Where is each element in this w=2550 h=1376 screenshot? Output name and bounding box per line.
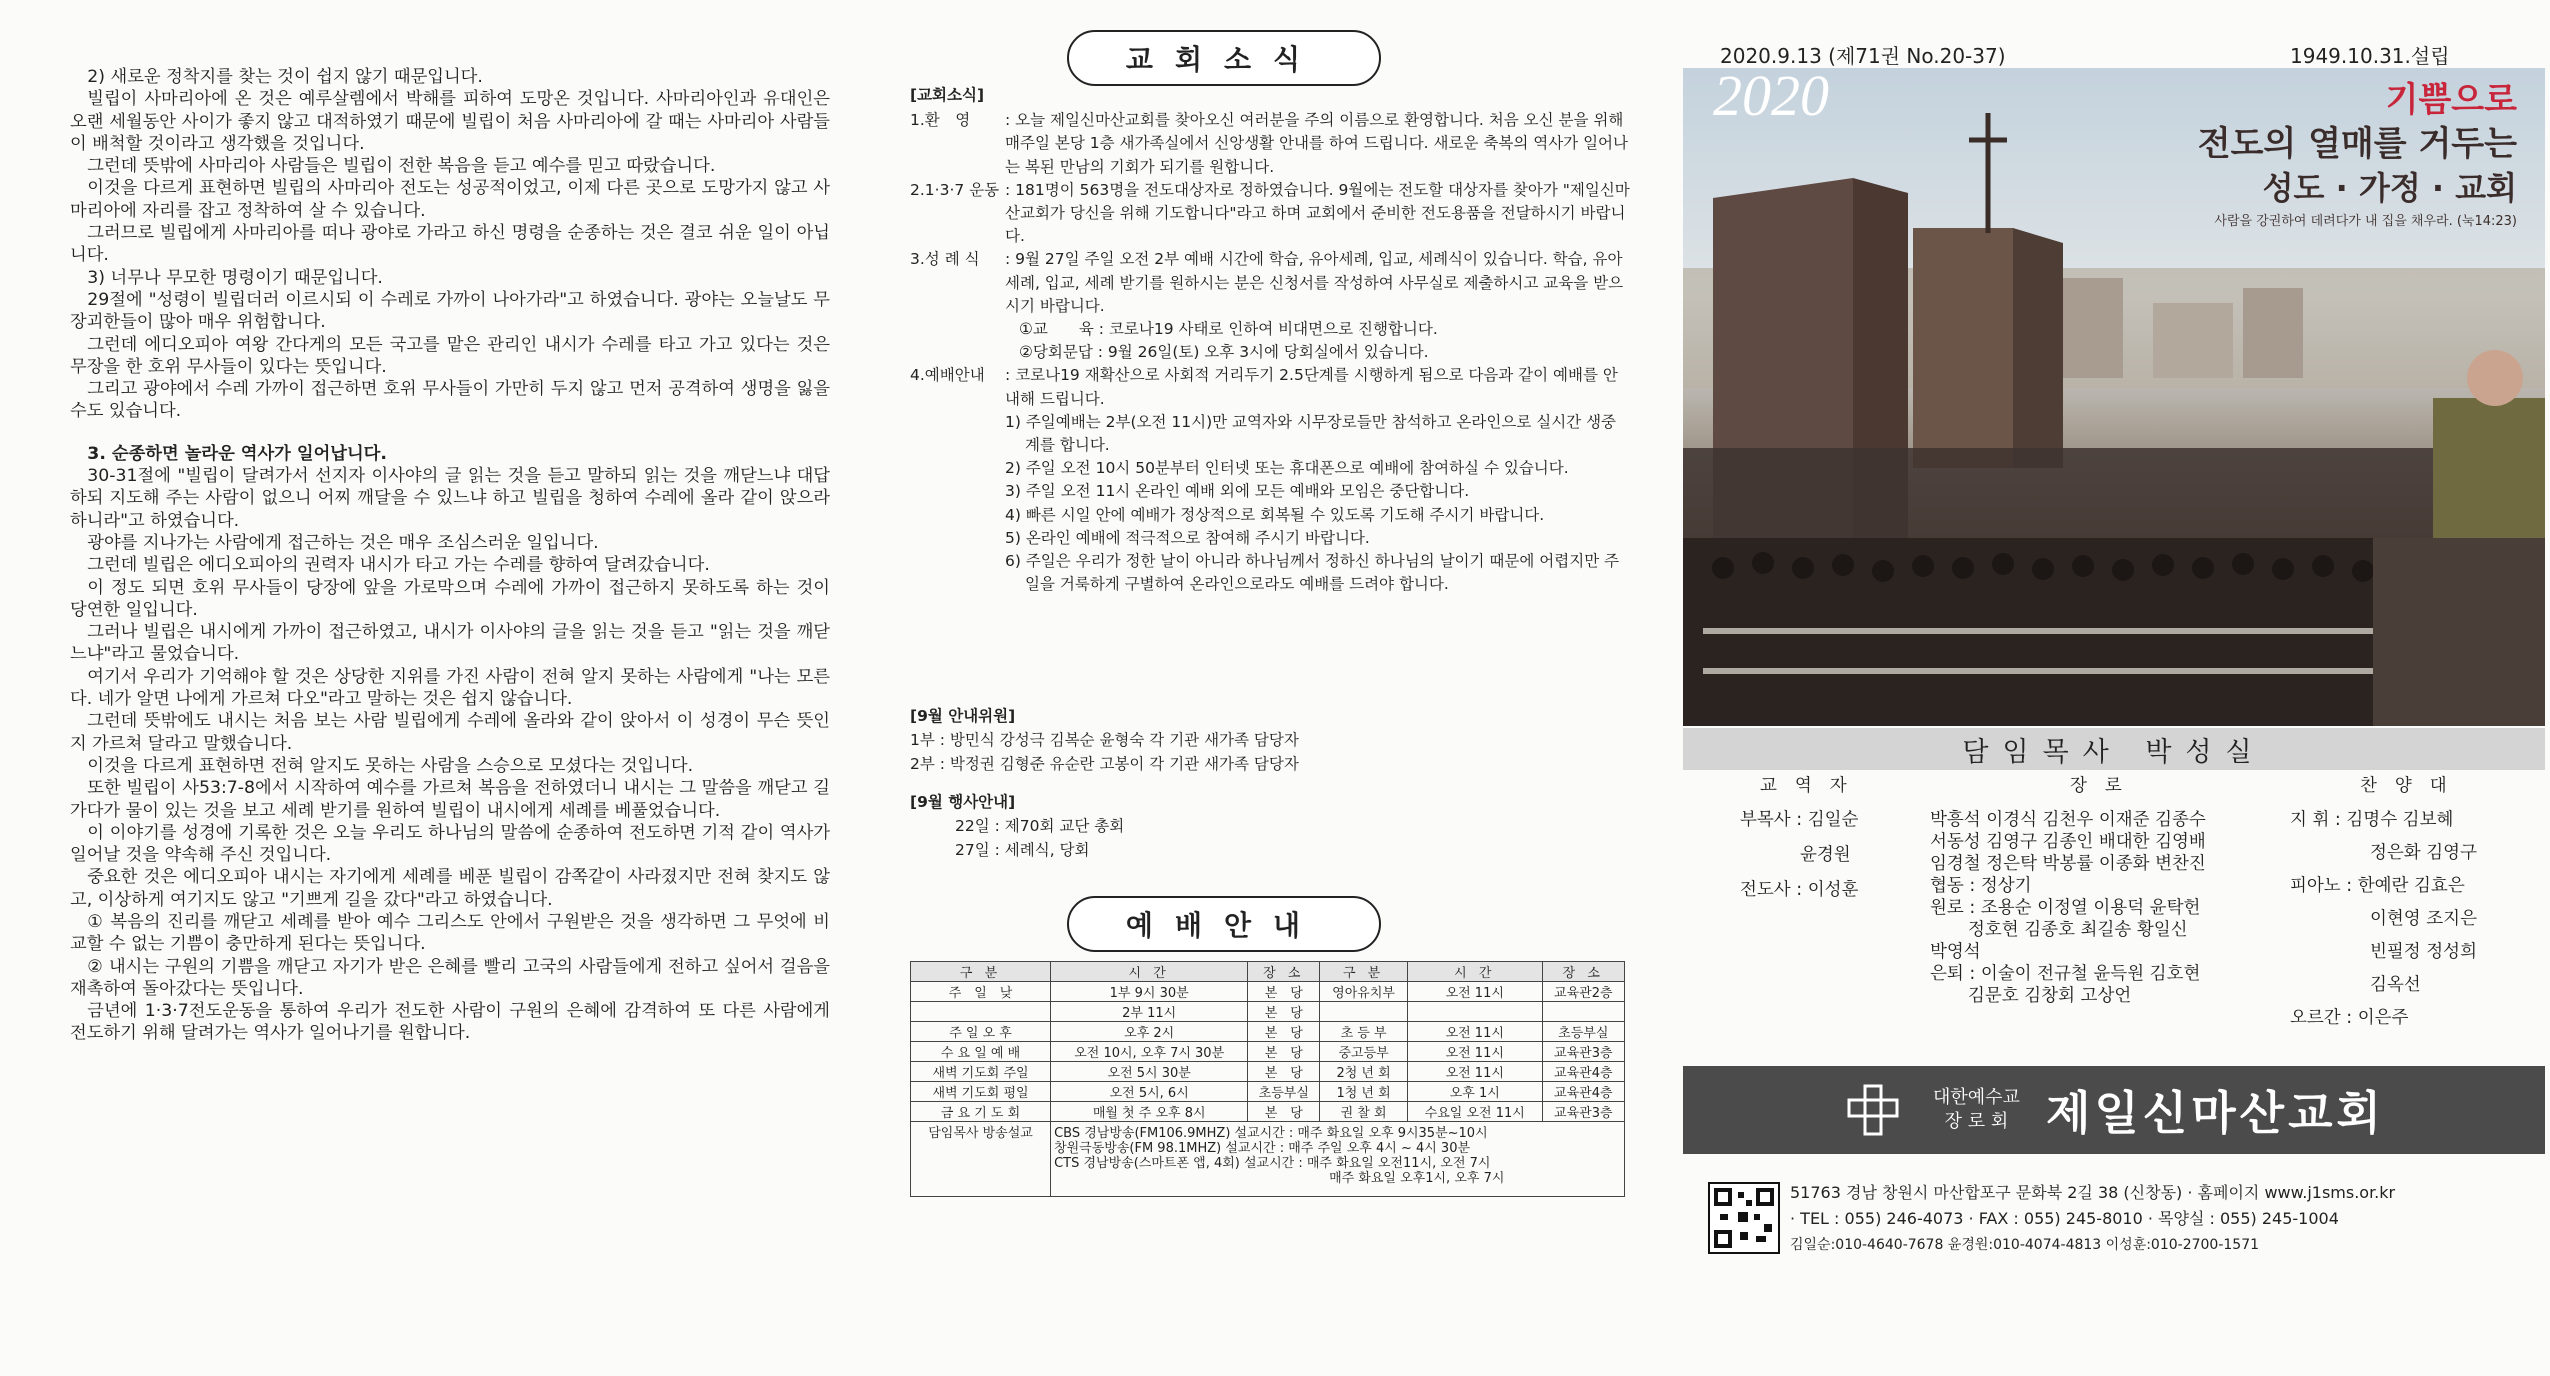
ministers-header: 교역자 [1760, 776, 1865, 796]
schedule-cell [1542, 1002, 1624, 1022]
staff-entry: 박흥석 이경식 김천우 이재준 김종수 [1930, 810, 2206, 830]
year-mark: 2020 [1713, 68, 1829, 128]
schedule-cell: 오후 2시 [1051, 1022, 1248, 1042]
schedule-cell: 새벽 기도회 주일 [911, 1062, 1051, 1082]
schedule-cell: 초등부실 [1248, 1082, 1320, 1102]
events-section [910, 790, 1124, 862]
schedule-cell: 주 일 낮 [911, 982, 1051, 1002]
staff-entry: 피아노 : 한예란 김효은 [2290, 876, 2465, 896]
staff-entry: 전도사 : 이성훈 [1740, 880, 1859, 900]
schedule-column-header: 시 간 [1051, 962, 1248, 982]
event-line: 27일 : 세례식, 당회 [955, 841, 1090, 859]
schedule-cell: 교육관3층 [1542, 1102, 1624, 1122]
schedule-cell: 금 요 기 도 회 [911, 1102, 1051, 1122]
schedule-cell: 본 당 [1248, 1102, 1320, 1122]
schedule-cell: 오전 11시 [1407, 1022, 1542, 1042]
schedule-cell: 오후 1시 [1407, 1082, 1542, 1102]
staff-entry: 지 휘 : 김명수 김보혜 [2290, 810, 2454, 830]
contact-info [1790, 1180, 2395, 1258]
schedule-cell: 1청 년 회 [1320, 1082, 1408, 1102]
sermon-paragraph: 이 정도 되면 호위 무사들이 당장에 앞을 가로막으며 수레에 가까이 접근하지 못하도록 하는 것이 당연한 일입니다. [70, 577, 830, 620]
schedule-header-row [911, 962, 1625, 982]
news-item-label: 4.예배안내 [910, 366, 985, 385]
news-item [910, 364, 1630, 410]
news-item-body: : 181명이 563명을 전도대상자로 정하였습니다. 9월에는 전도할 대상자를 찾아가 "제일신마산교회가 당신을 위해 기도합니다"라고 하며 교회에서 준비한 전도용품을 전달하시기 바랍니다. [1005, 180, 1630, 246]
established-date: 1949.10.31.설립 [2290, 44, 2450, 68]
schedule-column-header: 구 분 [1320, 962, 1408, 982]
worship-note: 4) 빠른 시일 안에 예배가 정상적으로 회복될 수 있도록 기도해 주시기 바랍니다. [1005, 505, 1545, 524]
worship-schedule [910, 961, 1625, 1197]
schedule-column-header: 장 소 [1542, 962, 1624, 982]
schedule-cell [911, 1002, 1051, 1022]
schedule-body [911, 982, 1625, 1197]
church-name: 제일신마산교회 [2045, 1086, 2385, 1140]
sermon-paragraph: ① 복음의 진리를 깨닫고 세례를 받아 예수 그리스도 안에서 구원받은 것을 생각하면 그 무엇에 비교할 수 없는 기쁨이 충만하게 된다는 뜻입니다. [70, 911, 830, 955]
sermon-paragraph: 그런데 뜻밖에도 내시는 처음 보는 사람 빌립에게 수레에 올라와 같이 앉아서 이 성경이 무슨 뜻인지 가르쳐 달라고 말했습니다. [70, 711, 830, 754]
schedule-cell: 수 요 일 예 배 [911, 1042, 1051, 1062]
news-item-label: 1.환 영 [910, 111, 971, 130]
sermon-paragraph: 광야를 지나가는 사람에게 접근하는 것은 매우 조심스러운 일입니다. [87, 532, 599, 553]
schedule-cell: 본 당 [1248, 1062, 1320, 1082]
mobiles: 김일순:010-4640-7678 윤경원:010-4074-4813 이성훈:010-2700-1571 [1790, 1237, 2260, 1253]
sermon-panel [0, 0, 850, 1376]
phones: · TEL : 055) 246-4073 · FAX : 055) 245-8010 · 목양실 : 055) 245-1004 [1790, 1209, 2339, 1228]
sermon-paragraph: ② 내시는 구원의 기쁨을 깨닫고 자기가 받은 은혜를 빨리 고국의 사람들에게 전하고 싶어서 걸음을 재촉하여 돌아갔다는 뜻입니다. [70, 956, 830, 999]
sermon-paragraph: 빌립이 사마리아에 온 것은 예루살렘에서 박해를 피하여 도망온 것입니다. 사마리아인과 유대인은 오랜 세월동안 사이가 좋지 않고 대적하였기 때문에 빌립이 처음 사마리아에 갈 때는 사마리아 사람들이 배척할 것이라고 생각했을 것입니다. [70, 89, 830, 154]
schedule-cell: 본 당 [1248, 1042, 1320, 1062]
committee-section [910, 704, 1299, 776]
schedule-column-header: 시 간 [1407, 962, 1542, 982]
schedule-cell: 오전 5시 30분 [1051, 1062, 1248, 1082]
sermon-paragraph: 29절에 "성령이 빌립더러 이르시되 이 수레로 가까이 나아가라"고 하였습니다. 광야는 오늘날도 무장괴한들이 많아 매우 위험합니다. [70, 289, 830, 333]
staff-entry: 임경철 정은탁 박봉률 이종화 변찬진 [1930, 854, 2206, 874]
sermon-paragraph: 또한 빌립이 사53:7-8에서 시작하여 예수를 가르쳐 복음을 전하였더니 내시는 그 말씀을 깨닫고 길 가다가 물이 있는 것을 보고 세례 받기를 원하여 빌립이 내시에게 세례를 베풀었습니다. [70, 778, 830, 821]
sermon-paragraph: 금년에 1·3·7전도운동을 통하여 우리가 전도한 사람이 구원의 은혜에 감격하여 또 다른 사람에게 전도하기 위해 달려가는 역사가 일어나기를 원합니다. [70, 1001, 830, 1044]
news-item-body: : 9월 27일 주일 오전 2부 예배 시간에 학습, 유아세례, 입교, 세례식이 있습니다. 학습, 유아세례, 입교, 세례 받기를 원하시는 분은 신청서를 작성하여 사무실로 제출하시고 교육을 받으시기 바랍니다. [1005, 250, 1624, 315]
staff-entry: 부목사 : 김일순 [1740, 810, 1859, 830]
sermon-paragraph: 중요한 것은 에디오피아 내시는 자기에게 세례를 베푼 빌립이 감쪽같이 사라졌지만 전혀 찾지도 않고, 이상하게 여기지도 않고 "기쁘게 길을 갔다"라고 하였습니다. [70, 867, 830, 910]
news-item-label: 3.성 례 식 [910, 250, 980, 269]
schedule-cell: 1부 9시 30분 [1051, 982, 1248, 1002]
church-news [910, 84, 1630, 596]
news-item-body: ①교 육 : 코로나19 사태로 인하여 비대면으로 진행합니다. [1019, 320, 1438, 339]
sermon-paragraph: 2) 새로운 정착지를 찾는 것이 쉽지 않기 때문입니다. [87, 67, 483, 87]
denomination-line-1: 대한예수교 [1932, 1087, 2020, 1108]
committee-line: 2부 : 박정권 김형준 유순란 고봉이 각 기관 새가족 담당자 [910, 755, 1299, 773]
schedule-cell: 초 등 부 [1320, 1022, 1408, 1042]
schedule-cell: 권 찰 회 [1320, 1102, 1408, 1122]
church-cross-logo-icon [1843, 1080, 1903, 1140]
news-item-body: : 오늘 제일신마산교회를 찾아오신 여러분을 주의 이름으로 환영합니다. 처음 오신 분을 위해 매주일 본당 1층 새가족실에서 신앙생활 안내를 하여 드립니다. 새로운 축복의 역사가 일어나는 복된 만남의 기회가 되기를 원합니다. [1005, 111, 1628, 176]
schedule-cell: 영아유치부 [1320, 982, 1408, 1002]
denomination [1933, 1086, 2020, 1134]
news-item [910, 248, 1630, 318]
schedule-row [911, 982, 1625, 1002]
broadcast-list [1051, 1122, 1625, 1197]
schedule-row [911, 1082, 1625, 1102]
slogan [2198, 78, 2517, 234]
schedule-row [911, 1042, 1625, 1062]
schedule-cell: 2청 년 회 [1320, 1062, 1408, 1082]
staff-entry: 원로 : 조용순 이정열 이용덕 윤탁헌 [1930, 898, 2201, 918]
news-item [910, 318, 1630, 341]
sermon-paragraph: 그러나 빌립은 내시에게 가까이 접근하였고, 내시가 이사야의 글을 읽는 것을 듣고 "읽는 것을 깨닫느냐"라고 물었습니다. [70, 622, 830, 665]
worship-note: 3) 주일 오전 11시 온라인 예배 외에 모든 예배와 모임은 중단합니다. [1005, 482, 1470, 501]
pastor-banner: 담임목사 박성실 [1683, 728, 2545, 770]
staff-entry: 김옥선 [2370, 975, 2421, 995]
staff-entry: 정호현 김종호 최길송 황일신 [1968, 920, 2188, 940]
schedule-cell: 오전 10시, 오후 7시 30분 [1051, 1042, 1248, 1062]
schedule-cell: 교육관3층 [1542, 1042, 1624, 1062]
worship-note: 1) 주일예배는 2부(오전 11시)만 교역자와 시무장로들만 참석하고 온라인으로 실시간 생중계를 합니다. [1005, 412, 1617, 455]
schedule-cell: 본 당 [1248, 1002, 1320, 1022]
schedule-cell: 매월 첫 주 오후 8시 [1051, 1102, 1248, 1122]
sermon-paragraph: 3) 너무나 무모한 명령이기 때문입니다. [87, 267, 383, 288]
staff-directory [1690, 770, 2540, 1070]
news-item-body: : 코로나19 재확산으로 사회적 거리두기 2.5단계를 시행하게 됨으로 다음과 같이 예배를 안내해 드립니다. [1005, 366, 1618, 408]
sermon-paragraph: 그런데 에디오피아 여왕 간다게의 모든 국고를 맡은 관리인 내시가 수레를 타고 가고 있다는 것은 무장을 한 호위 무사들이 있다는 뜻입니다. [70, 334, 830, 377]
elders-header: 장로 [2070, 776, 2140, 796]
sermon-text [70, 66, 830, 1045]
broadcast-line: CBS 경남방송(FM106.9MHZ) 설교시간 : 매주 화요일 오후 9시35분~10시 [1054, 1126, 1488, 1141]
broadcast-line: CTS 경남방송(스마트폰 앱, 4회) 설교시간 : 매주 화요일 오전11시, 오전 7시 [1054, 1156, 1491, 1171]
news-item [910, 341, 1630, 364]
worship-note: 5) 온라인 예배에 적극적으로 참여해 주시기 바랍니다. [1005, 528, 1370, 547]
address: 51763 경남 창원시 마산합포구 문화북 2길 38 (신창동) · 홈페이지 www.j1sms.or.kr [1790, 1183, 2396, 1202]
schedule-row [911, 1102, 1625, 1122]
news-header: [교회소식] [910, 86, 985, 104]
news-item-body: ②당회문답 : 9월 26일(토) 오후 3시에 당회실에서 있습니다. [1019, 343, 1429, 362]
staff-entry: 김문호 김창회 고상언 [1968, 986, 2132, 1006]
sermon-paragraph: 이것을 다르게 표현하면 빌립의 사마리아 전도는 성공적이었고, 이제 다른 곳으로 도망가지 않고 사마리아에 자리를 잡고 정착하여 살 수 있습니다. [70, 178, 830, 221]
event-line: 22일 : 제70회 교단 총회 [955, 817, 1125, 835]
church-banner [1683, 1066, 2545, 1154]
sermon-paragraph: 여기서 우리가 기억해야 할 것은 상당한 지위를 가진 사람이 전혀 알지 못하는 사람에게 "나는 모른다. 네가 알면 나에게 가르쳐 다오"라고 말하는 것은 쉽지 않습니다. [70, 666, 830, 710]
schedule-cell: 오전 5시, 6시 [1051, 1082, 1248, 1102]
sermon-paragraph: 그런데 뜻밖에 사마리아 사람들은 빌립이 전한 복음을 듣고 예수를 믿고 따랐습니다. [87, 156, 716, 177]
staff-entry: 빈필정 정성희 [2370, 942, 2477, 962]
news-item-label [910, 341, 1005, 364]
news-item-label: 2.1·3·7 운동 [910, 180, 1000, 199]
sermon-paragraph: 이 이야기를 성경에 기록한 것은 오늘 우리도 하나님의 말씀에 순종하여 전도하면 기적 같이 역사가 일어날 것을 약속해 주신 것입니다. [70, 822, 830, 866]
committee-header: [9월 안내위원] [910, 707, 1016, 725]
schedule-row [911, 1002, 1625, 1022]
events-header: [9월 행사안내] [910, 793, 1016, 811]
schedule-cell: 초등부실 [1542, 1022, 1624, 1042]
broadcast-label: 담임목사 방송설교 [911, 1122, 1051, 1197]
schedule-cell: 교육관4층 [1542, 1062, 1624, 1082]
schedule-cell: 2부 11시 [1051, 1002, 1248, 1022]
sermon-paragraph: 이것을 다르게 표현하면 전혀 알지도 못하는 사람을 스승으로 모셨다는 것입니다. [87, 755, 694, 776]
news-title: 교회소식 [1067, 30, 1381, 86]
staff-entry: 이현영 조지은 [2370, 909, 2477, 929]
news-item-label [910, 318, 1005, 341]
staff-entry: 오르간 : 이은주 [2290, 1008, 2409, 1028]
news-item [910, 179, 1630, 249]
sermon-paragraph: 그러므로 빌립에게 사마리아를 떠나 광야로 가라고 하신 명령을 순종하는 것은 결코 쉬운 일이 아닙니다. [70, 223, 830, 266]
worship-title: 예배안내 [1067, 896, 1381, 952]
verse: 사람을 강권하여 데려다가 내 집을 채우라. (눅14:23) [2214, 214, 2517, 229]
slogan-line-2: 전도의 열매를 거두는 [2197, 124, 2517, 164]
schedule-cell: 오전 11시 [1407, 982, 1542, 1002]
news-item [910, 109, 1630, 179]
broadcast-line: 창원극동방송(FM 98.1MHZ) 설교시간 : 매주 주일 오후 4시 ~ 4시 30분 [1054, 1141, 1471, 1156]
sermon-paragraph: 그리고 광야에서 수레 가까이 접근하면 호위 무사들이 가만히 두지 않고 먼저 공격하여 생명을 잃을 수도 있습니다. [70, 379, 830, 422]
qr-code-icon [1708, 1182, 1780, 1254]
church-photo [1683, 68, 2545, 726]
schedule-cell: 중고등부 [1320, 1042, 1408, 1062]
staff-entry: 박영석 [1930, 942, 1981, 962]
choir-header: 찬양대 [2360, 776, 2465, 796]
denomination-line-2: 장 로 회 [1944, 1111, 2009, 1132]
staff-entry: 윤경원 [1800, 845, 1851, 865]
staff-entry: 협동 : 정상기 [1930, 876, 2032, 896]
schedule-cell [1320, 1002, 1408, 1022]
schedule-cell: 본 당 [1248, 982, 1320, 1002]
schedule-cell: 수요일 오전 11시 [1407, 1102, 1542, 1122]
staff-entry: 정은화 김영구 [2370, 843, 2477, 863]
slogan-line-1: 기쁨으로 [2385, 80, 2517, 120]
schedule-cell: 주 일 오 후 [911, 1022, 1051, 1042]
staff-entry: 은퇴 : 이술이 전규철 윤득원 김호현 [1930, 964, 2201, 984]
broadcast-row [911, 1122, 1625, 1197]
sermon-paragraph: 30-31절에 "빌립이 달려가서 선지자 이사야의 글 읽는 것을 듣고 말하되 읽는 것을 깨닫느냐 대답하되 지도해 주는 사람이 없으니 어찌 깨달을 수 있느냐 하고 빌립을 청하여 수레에 올라 같이 앉으라 하니라"고 하였습니다. [70, 466, 830, 531]
schedule-cell: 오전 11시 [1407, 1062, 1542, 1082]
schedule-cell: 오전 11시 [1407, 1042, 1542, 1062]
worship-note: 2) 주일 오전 10시 50분부터 인터넷 또는 휴대폰으로 예배에 참여하실 수 있습니다. [1005, 459, 1569, 478]
schedule-cell: 본 당 [1248, 1022, 1320, 1042]
issue-date: 2020.9.13 (제71권 No.20-37) [1720, 44, 2006, 68]
schedule-row [911, 1062, 1625, 1082]
schedule-column-header: 장 소 [1248, 962, 1320, 982]
sermon-paragraph: 그런데 빌립은 에디오피아의 권력자 내시가 타고 가는 수레를 향하여 달려갔습니다. [87, 555, 710, 576]
schedule-cell [1407, 1002, 1542, 1022]
sermon-heading: 3. 순종하면 놀라운 역사가 일어납니다. [87, 443, 387, 464]
schedule-cell: 교육관4층 [1542, 1082, 1624, 1102]
committee-line: 1부 : 방민식 강성극 김복순 윤형숙 각 기관 새가족 담당자 [910, 731, 1299, 749]
broadcast-line: 매주 화요일 오후1시, 오후 7시 [1329, 1171, 1505, 1186]
worship-note: 6) 주일은 우리가 정한 날이 아니라 하나님께서 정하신 하나님의 날이기 때문에 어렵지만 주일을 거룩하게 구별하여 온라인으로라도 예배를 드려야 합니다. [1005, 552, 1620, 594]
schedule-row [911, 1022, 1625, 1042]
schedule-cell: 교육관2층 [1542, 982, 1624, 1002]
slogan-line-3: 성도 · 가정 · 교회 [2262, 169, 2517, 207]
schedule-cell: 새벽 기도회 평일 [911, 1082, 1051, 1102]
staff-entry: 서동성 김영구 김종인 배대한 김영배 [1930, 832, 2206, 852]
schedule-column-header: 구 분 [911, 962, 1051, 982]
